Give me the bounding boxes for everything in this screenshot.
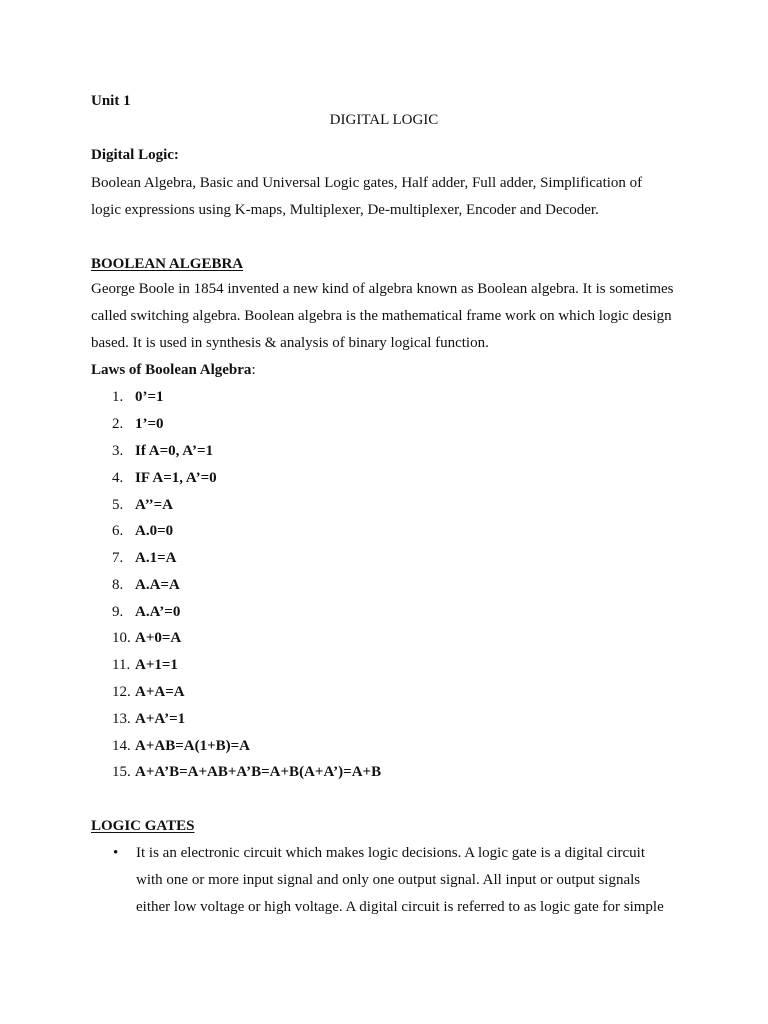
law-number: 14. <box>112 738 131 754</box>
law-text: A+1=1 <box>135 657 178 673</box>
unit-label: Unit 1 <box>91 93 131 109</box>
law-item <box>112 549 176 567</box>
page-title: DIGITAL LOGIC <box>329 112 439 128</box>
syllabus-line: Boolean Algebra, Basic and Universal Logic gates, Half adder, Full adder, Simplification of <box>91 175 643 191</box>
law-number: 9. <box>112 604 124 620</box>
law-number: 3. <box>112 443 124 459</box>
law-item <box>112 710 185 728</box>
law-number: 15. <box>112 764 131 780</box>
bullet-marker: • <box>113 845 119 861</box>
law-number: 4. <box>112 470 124 486</box>
law-item <box>112 656 178 674</box>
law-item <box>112 683 185 701</box>
law-text: If A=0, A’=1 <box>135 443 214 459</box>
law-number: 10. <box>112 630 131 646</box>
law-number: 8. <box>112 577 124 593</box>
law-text: 0’=1 <box>135 389 164 405</box>
law-number: 6. <box>112 523 124 539</box>
law-item <box>112 496 173 514</box>
law-number: 5. <box>112 497 124 513</box>
law-item <box>112 603 180 621</box>
law-item <box>112 442 213 460</box>
logic-gates-heading: LOGIC GATES <box>91 818 195 834</box>
boolean-algebra-paragraph-line: called switching algebra. Boolean algebra is the mathematical frame work on which logic design <box>91 308 672 324</box>
law-item <box>112 388 164 406</box>
law-text: A+A’B=A+AB+A’B=A+B(A+A’)=A+B <box>135 764 382 780</box>
laws-heading-row <box>91 361 256 379</box>
syllabus-heading: Digital Logic: <box>91 147 179 163</box>
law-text: A.A’=0 <box>135 604 181 620</box>
law-text: A+AB=A(1+B)=A <box>135 738 251 754</box>
logic-gates-bullet-line: It is an electronic circuit which makes logic decisions. A logic gate is a digital circuit <box>136 845 646 861</box>
syllabus-line: logic expressions using K-maps, Multiplexer, De-multiplexer, Encoder and Decoder. <box>91 202 599 218</box>
law-number: 13. <box>112 711 131 727</box>
law-item <box>112 737 250 755</box>
law-number: 11. <box>112 657 131 673</box>
law-text: A.A=A <box>135 577 180 593</box>
law-number: 7. <box>112 550 124 566</box>
boolean-algebra-paragraph-line: George Boole in 1854 invented a new kind of algebra known as Boolean algebra. It is sometimes <box>91 281 674 297</box>
logic-gates-bullet-line: either low voltage or high voltage. A digital circuit is referred to as logic gate for simple <box>136 899 664 915</box>
law-text: A.1=A <box>135 550 177 566</box>
law-text: IF A=1, A’=0 <box>135 470 217 486</box>
logic-gates-bullet-line: with one or more input signal and only one output signal. All input or output signals <box>136 872 641 888</box>
law-text: 1’=0 <box>135 416 164 432</box>
law-number: 1. <box>112 389 124 405</box>
law-text: A+A’=1 <box>135 711 186 727</box>
law-text: A+A=A <box>135 684 185 700</box>
law-item <box>112 629 181 647</box>
laws-heading: Laws of Boolean Algebra <box>91 362 252 378</box>
law-number: 12. <box>112 684 131 700</box>
law-text: A+0=A <box>135 630 182 646</box>
boolean-algebra-paragraph-line: based. It is used in synthesis & analysis of binary logical function. <box>91 335 489 351</box>
law-text: A.0=0 <box>135 523 174 539</box>
law-item <box>112 763 381 781</box>
law-item <box>112 469 217 487</box>
law-text: A’’=A <box>135 497 173 513</box>
laws-heading-colon: : <box>251 362 256 378</box>
law-item <box>112 576 180 594</box>
boolean-algebra-heading: BOOLEAN ALGEBRA <box>91 256 244 272</box>
law-item <box>112 522 173 540</box>
law-item <box>112 415 164 433</box>
law-number: 2. <box>112 416 124 432</box>
